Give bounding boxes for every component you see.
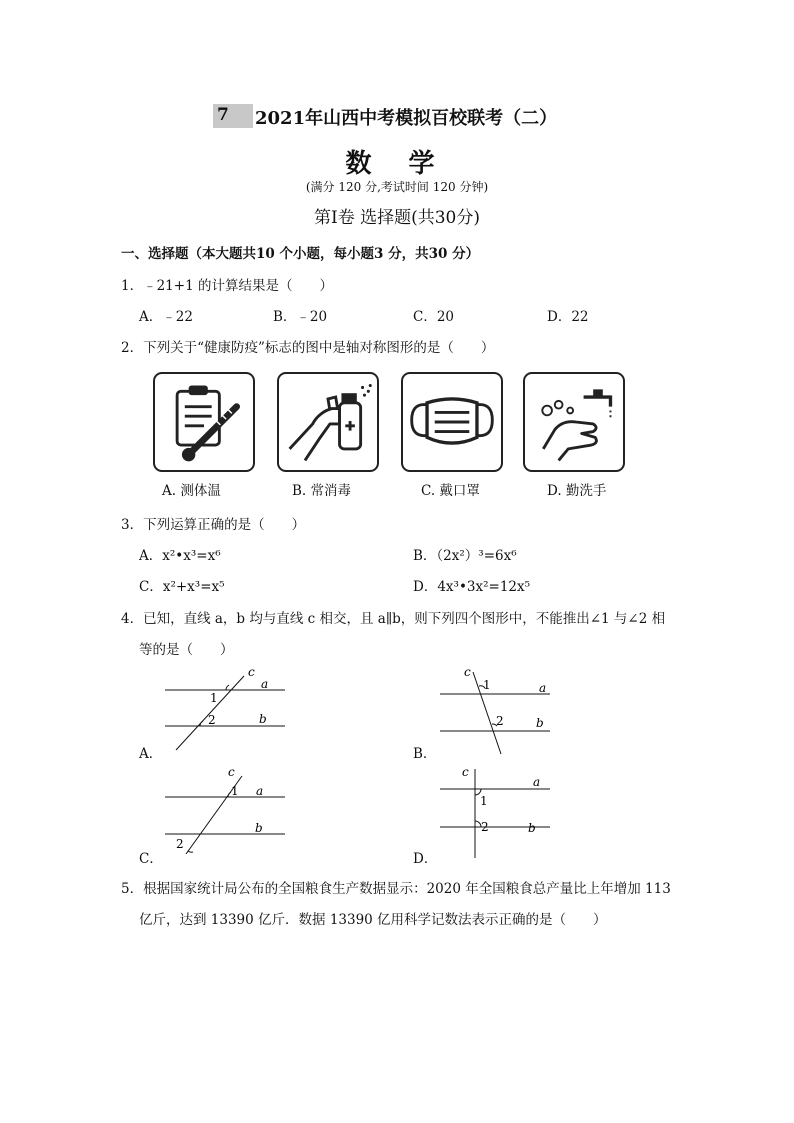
- part-heading: 一、选择题（本大题共10 个小题，每小题3 分，共30 分）: [121, 246, 480, 262]
- q4-figure-c: [160, 764, 290, 854]
- q5-stem-line2: 亿斤，达到 13390 亿斤．数据 13390 亿用科学记数法表示正确的是（ ）: [139, 912, 607, 928]
- q3-option-c: C．x²+x³=x⁵: [139, 579, 225, 595]
- q2-caption-d: D. 勤洗手: [547, 483, 607, 499]
- q4b-label-a: a: [539, 681, 547, 695]
- face-mask-icon: [401, 372, 503, 472]
- q2-stem: 2．下列关于“健康防疫”标志的图中是轴对称图形的是（ ）: [121, 340, 495, 356]
- q4-label-d: D．: [413, 851, 438, 867]
- q2-caption-b: B. 常消毒: [292, 483, 352, 499]
- q4a-label-2: 2: [208, 713, 216, 727]
- q2-caption-c: C. 戴口罩: [421, 483, 480, 499]
- q3-option-a: A．x²•x³=x⁶: [139, 548, 221, 564]
- page-tag: [213, 104, 253, 128]
- q4-stem-line2: 等的是（ ）: [139, 642, 234, 658]
- q4-label-c: C．: [139, 851, 163, 867]
- q1-option-a: A．﹣22: [139, 309, 193, 325]
- q4b-label-1: 1: [483, 678, 491, 692]
- exam-note: (满分 120 分,考试时间 120 分钟): [305, 180, 489, 194]
- q4-label-a: A．: [139, 746, 163, 762]
- q3-stem: 3．下列运算正确的是（ ）: [121, 517, 306, 533]
- q4a-label-1: 1: [210, 691, 218, 705]
- q4d-label-b: b: [528, 821, 536, 835]
- q4d-label-2: 2: [481, 820, 489, 834]
- q4b-label-b: b: [536, 716, 544, 730]
- q1-option-c: C．20: [413, 309, 455, 325]
- q4-label-b: B．: [413, 746, 437, 762]
- q4-figure-a: [160, 664, 290, 754]
- q4d-label-1: 1: [480, 794, 488, 808]
- q4d-label-c: c: [462, 765, 469, 779]
- q1-option-b: B．﹣20: [273, 309, 328, 325]
- q4-stem-line1: 4．已知，直线 a，b 均与直线 c 相交，且 a∥b，则下列四个图形中，不能推出∠1 与∠2 相: [121, 611, 666, 627]
- q4a-label-a: a: [261, 677, 269, 691]
- q4c-label-c: c: [228, 765, 235, 779]
- q1-option-d: D．22: [547, 309, 589, 325]
- hand-wash-icon: [523, 372, 625, 472]
- q4a-label-c: c: [248, 665, 255, 679]
- subject-title: 数 学: [345, 149, 449, 179]
- q4b-label-2: 2: [496, 714, 504, 728]
- exam-title: 2021年山西中考模拟百校联考（二）: [255, 108, 558, 129]
- q4d-label-a: a: [533, 775, 541, 789]
- section-title: 第Ⅰ卷 选择题(共30分): [313, 208, 480, 228]
- q2-caption-a: A. 测体温: [162, 483, 221, 499]
- thermometer-clipboard-icon: [153, 372, 255, 472]
- q4-figure-b: [435, 664, 565, 759]
- q4c-label-1: 1: [231, 784, 239, 798]
- q1-stem: 1．﹣21+1 的计算结果是（ ）: [121, 278, 333, 294]
- q3-option-b: B．（2x²）³=6x⁶: [413, 548, 517, 564]
- q4c-label-2: 2: [176, 837, 184, 851]
- q4c-label-a: a: [256, 784, 264, 798]
- q4b-label-c: c: [464, 665, 471, 679]
- q4-figure-d: [435, 764, 565, 859]
- q4c-label-b: b: [255, 821, 263, 835]
- page-tag-number: 7: [217, 105, 229, 125]
- q3-option-d: D．4x³•3x²=12x⁵: [413, 579, 531, 595]
- q4a-label-b: b: [259, 712, 267, 726]
- q5-stem-line1: 5．根据国家统计局公布的全国粮食生产数据显示：2020 年全国粮食总产量比上年增加 113: [121, 881, 671, 897]
- spray-disinfect-icon: [277, 372, 379, 472]
